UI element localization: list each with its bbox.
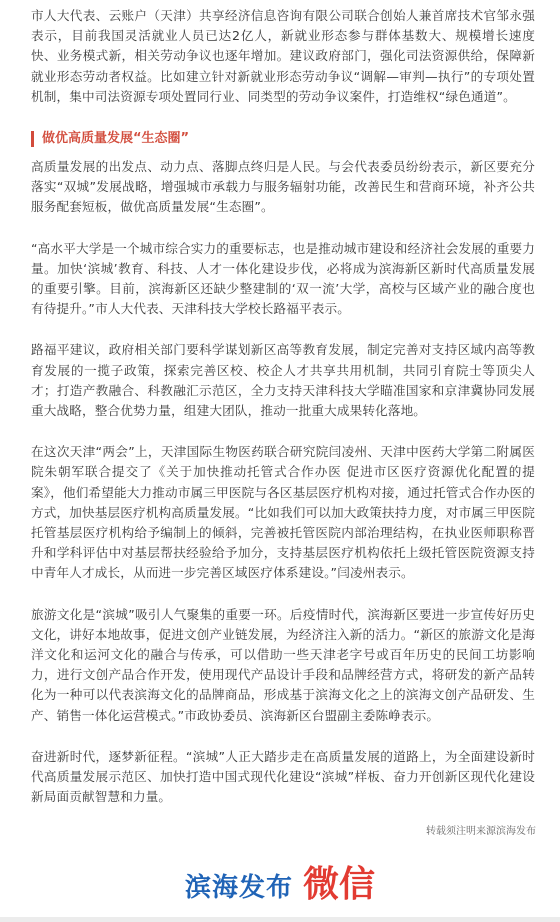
paragraph-gap	[31, 319, 535, 340]
section-heading: 做优高质量发展“生态圈”	[31, 131, 535, 147]
paragraph-gap	[31, 421, 535, 442]
paragraph-4: 路福平建议，政府相关部门要科学谋划新区高等教育发展，制定完善对支持区域内高等教育发展的一揽子政策，探索完善区校、校企人才共享共用机制，共同引育院士等顶尖人才；打造产教融合、科教融汇示范区，全力支持天津科技大学瞄准国家和京津冀协同发展重大战略，整合优势力量，组建大团队，推动一批重大成果转化落地。	[31, 342, 535, 419]
paragraph-1: 市人大代表、云账户（天津）共享经济信息咨询有限公司联合创始人兼首席技术官邹永强表示，目前我国灵活就业人员已达2亿人，新就业形态参与群体基数大、规模增长速度快、业务模式新，相关劳动争议也逐年增加。建议政府部门，强化司法资源供给，保障新就业形态劳动者权益。比如建立针对新就业形态劳动争议“调解—审判—执行”的专项处置机制，集中司法资源专项处置同行业、同类型的劳动争议案件，打造维权“绿色通道”。	[31, 8, 535, 104]
paragraph-gap	[31, 726, 535, 747]
bottom-divider	[0, 917, 560, 922]
paragraph-7: 奋进新时代，逐梦新征程。“滨城”人正大踏步走在高质量发展的道路上，为全面建设新时代高质量发展示范区、加快打造中国式现代化建设“滨城”样板、奋力开创新区现代化建设新局面贡献智慧和力量。	[31, 748, 535, 805]
paragraph-gap	[31, 584, 535, 605]
source-footnote: 转载须注明来源滨海发布	[426, 826, 536, 837]
paragraph-3: “高水平大学是一个城市综合实力的重要标志，也是推动城市建设和经济社会发展的重要力量。加快‘滨城’教育、科技、人才一体化建设步伐，必将成为滨海新区新时代高质量发展的重要引擎。目前，滨海新区还缺少整建制的‘双一流’大学，高校与区域产业的融合度也有待提升。”市人大代表、天津科技大学校长路福平表示。	[31, 240, 535, 317]
paragraph-gap	[31, 218, 535, 239]
logo-blue-text: 滨海发布	[184, 873, 293, 903]
paragraph-5: 在这次天津“两会”上，天津国际生物医药联合研究院闫凌州、天津中医药大学第二附属医院朱朝军联合提交了《关于加快推动托管式合作办医 促进市区医疗资源优化配置的提案》，他们希望能大力推动市属三甲医院与各区基层医疗机构对接，通过托管式合作办医的方式，加快基层医疗机构高质量发展。“比如我们可以加大政策扶持力度，对市属三甲医院托管基层医疗机构给予编制上的倾斜，完善被托管医院内部治理结构，在执业医师职称晋升和学科评估中对基层帮扶经验给予加分，支持基层医疗机构依托上级托管医院资源支持中青年人才成长，从而进一步完善区域医疗体系建设。”闫凌州表示。	[31, 444, 535, 581]
paragraph-2: 高质量发展的出发点、动力点、落脚点终归是人民。与会代表委员纷纷表示，新区要充分落实“双城”发展战略，增强城市承载力与服务辐射功能，改善民生和营商环境，补齐公共服务配套短板，做优高质量发展“生态圈”。	[31, 159, 535, 215]
binhai-fabu-weixin-logo	[0, 856, 560, 907]
paragraph-6: 旅游文化是“滨城”吸引人气聚集的重要一环。后疫情时代，滨海新区要进一步宣传好历史文化，讲好本地故事，促进文创产业链发展，为经济注入新的活力。“新区的旅游文化是海洋文化和运河文化的融合与传承，可以借助一些天津老字号或百年历史的民间工坊影响力，进行文创产品合作开发，使用现代产品设计手段和品牌经营方式，将研发的新产品转化为一种可以代表滨海文化的品牌商品，形成基于滨海文化之上的滨海文创产品研发、生产、销售一体化运营模式。”市政协委员、滨海新区台盟副主委陈峥表示。	[31, 606, 535, 723]
logo-red-text: 微信	[303, 864, 376, 905]
article-body	[31, 6, 535, 808]
